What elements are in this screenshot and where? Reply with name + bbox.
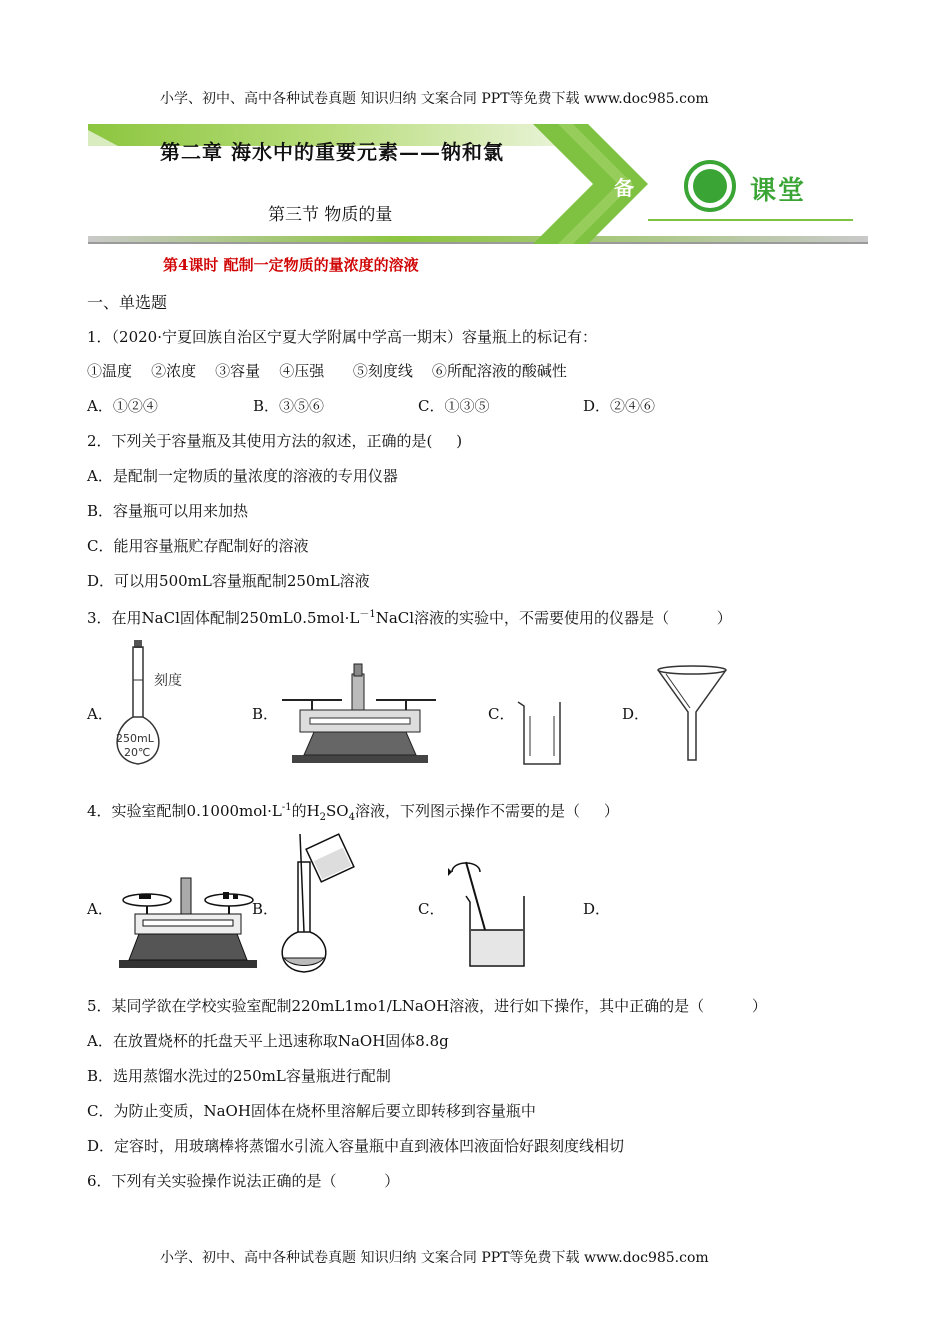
section-title: 第三节 物质的量 — [268, 205, 393, 225]
q1-option-d: D．②④⑥ — [583, 397, 656, 415]
page-header: 小学、初中、高中各种试卷真题 知识归纳 文案合同 PPT等免费下载 www.doc985.com — [160, 91, 709, 107]
flask-mark-label: 刻度 — [154, 673, 182, 689]
q1-items: ①温度 ②浓度 ③容量 ④压强 ⑤刻度线 ⑥所配溶液的酸碱性 — [87, 362, 567, 380]
page-footer: 小学、初中、高中各种试卷真题 知识归纳 文案合同 PPT等免费下载 www.doc985.com — [160, 1250, 709, 1266]
stirring-beaker-image — [444, 856, 534, 971]
chapter-title: 第二章 海水中的重要元素——钠和氯 — [160, 140, 504, 164]
q5-option-c: C．为防止变质，NaOH固体在烧杯里溶解后要立即转移到容量瓶中 — [87, 1102, 536, 1120]
beaker-image — [514, 698, 564, 768]
q1-option-a: A．①②④ — [87, 397, 158, 415]
q4-stem-sup: -1 — [281, 802, 292, 813]
q2-option-b: B．容量瓶可以用来加热 — [87, 502, 249, 520]
logo-text: 课堂 — [750, 176, 807, 206]
q3-stem — [87, 605, 732, 628]
logo-char: 备 — [614, 176, 634, 200]
balance-image — [278, 660, 440, 765]
q1-stem: 1．（2020·宁夏回族自治区宁夏大学附属中学高一期末）容量瓶上的标记有： — [87, 328, 597, 346]
q4-stem — [87, 800, 619, 823]
q2-stem: 2．下列关于容量瓶及其使用方法的叙述，正确的是( ) — [87, 432, 463, 450]
q4-label-a: A． — [87, 900, 113, 918]
lesson-title: 第4课时 配制一定物质的量浓度的溶液 — [163, 256, 419, 274]
q3-stem-pre: 3．在用NaCl固体配制250mL0.5mol·L — [87, 609, 360, 627]
q5-option-a: A．在放置烧杯的托盘天平上迅速称取NaOH固体8.8g — [87, 1032, 449, 1050]
q4-stem-sub1: 2 — [319, 812, 327, 823]
volumetric-flask-image — [112, 640, 202, 770]
q4-stem-mid2: SO — [326, 802, 349, 820]
q6-stem: 6．下列有关实验操作说法正确的是（ ） — [87, 1172, 400, 1190]
q4-stem-pre: 4．实验室配制0.1000mol·L — [87, 802, 282, 820]
q3-label-c: C． — [488, 705, 515, 723]
q4-stem-post: 溶液，下列图示操作不需要的是（ ） — [354, 802, 619, 820]
q3-stem-sup: －1 — [359, 609, 376, 620]
flask-volume-label: 250mL — [116, 732, 154, 745]
q3-label-b: B． — [252, 705, 279, 723]
q4-label-b: B． — [252, 900, 279, 918]
pouring-flask-image — [278, 832, 358, 974]
q3-stem-post: NaCl溶液的实验中，不需要使用的仪器是（ ） — [375, 609, 732, 627]
q3-label-a: A． — [87, 705, 113, 723]
q5-option-b: B．选用蒸馏水洗过的250mL容量瓶进行配制 — [87, 1067, 391, 1085]
q5-stem: 5．某同学欲在学校实验室配制220mL1mo1/LNaOH溶液，进行如下操作，其中正确的是（ ） — [87, 997, 767, 1015]
q4-stem-sub2: 4 — [348, 812, 355, 823]
q3-label-d: D． — [622, 705, 650, 723]
q2-option-a: A．是配制一定物质的量浓度的溶液的专用仪器 — [87, 467, 398, 485]
flask-temp-label: 20℃ — [124, 746, 151, 759]
q1-option-b: B．③⑤⑥ — [253, 397, 325, 415]
q1-option-c: C．①③⑤ — [418, 397, 490, 415]
balance-weighing-image — [113, 870, 263, 970]
section-heading: 一、单选题 — [87, 293, 168, 312]
q2-option-d: D．可以用500mL容量瓶配制250mL溶液 — [87, 572, 370, 590]
q4-label-d: D． — [583, 900, 611, 918]
funnel-image — [652, 664, 742, 764]
q4-stem-mid: 的H — [291, 802, 320, 820]
q4-label-c: C． — [418, 900, 445, 918]
q5-option-d: D．定容时，用玻璃棒将蒸馏水引流入容量瓶中直到液体凹液面恰好跟刻度线相切 — [87, 1137, 625, 1155]
q2-option-c: C．能用容量瓶贮存配制好的溶液 — [87, 537, 309, 555]
logo-icon — [686, 162, 734, 210]
